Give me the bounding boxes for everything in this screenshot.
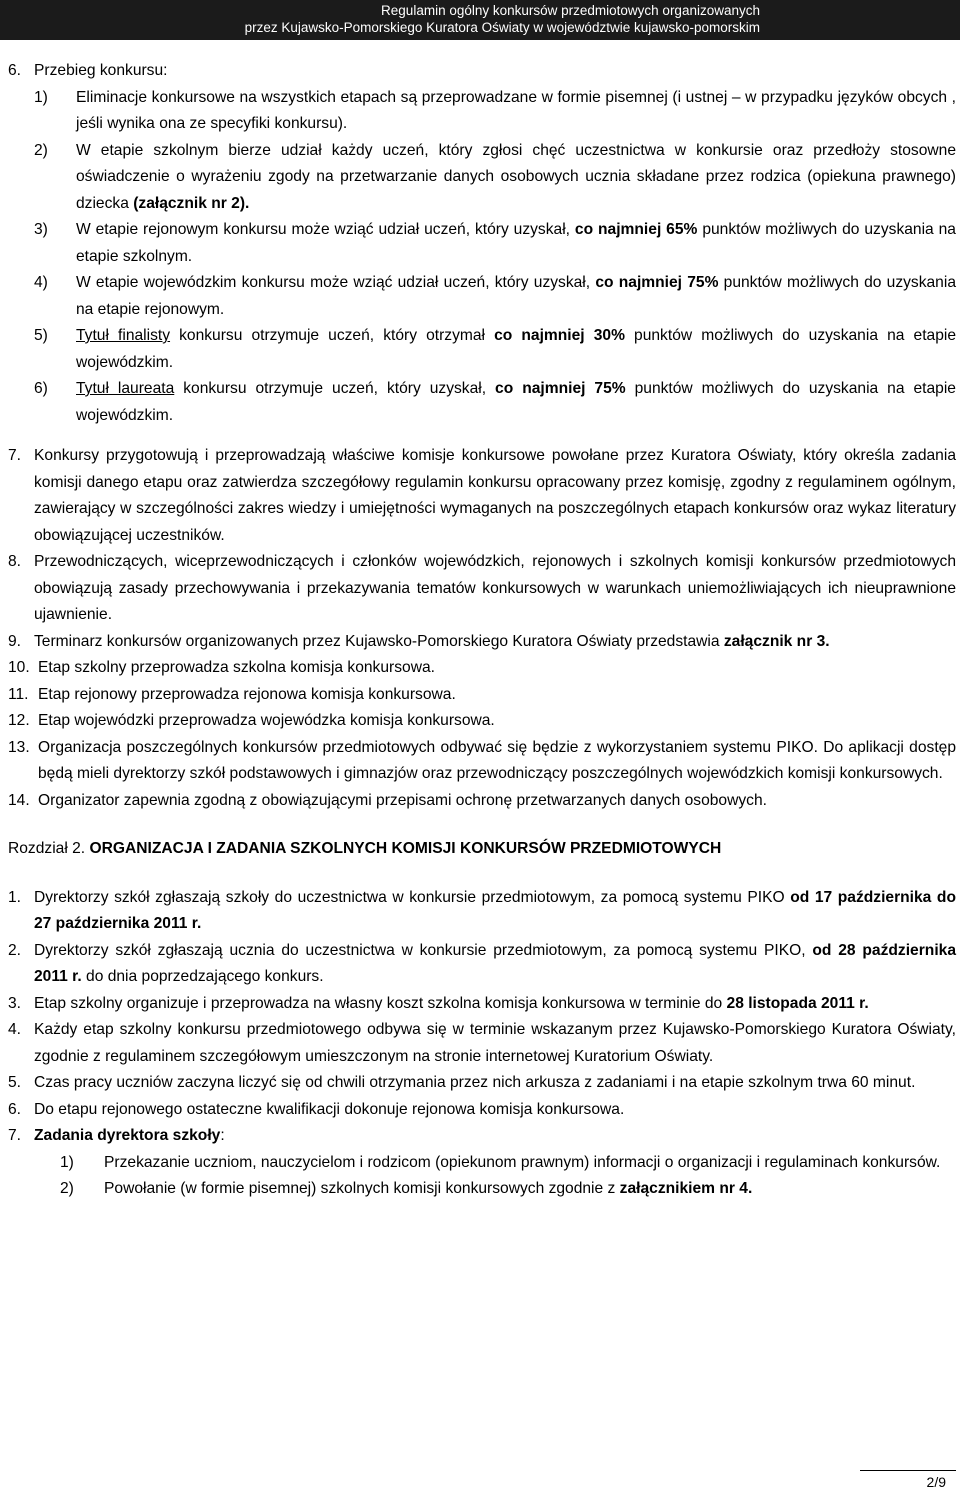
section-heading	[8, 836, 956, 863]
list-text: Eliminacje konkursowe na wszystkich etapach są przeprowadzane w formie pisemnej (i ustnej – w przypadku języków obcych , jeśli wynika ona ze specyfiki konkursu).	[76, 88, 956, 132]
paragraph-text: Dyrektorzy szkół zgłaszają szkoły do uczestnictwa w konkursie przedmiotowym, za pomocą systemu PIKO od 17 października do 27 października 2011 r.	[34, 888, 956, 932]
list-item	[34, 270, 956, 323]
paragraph-text: Organizator zapewnia zgodną z obowiązującymi przepisami ochronę przetwarzanych danych osobowych.	[38, 791, 767, 809]
footer-rule	[860, 1470, 956, 1471]
list-text: Przekazanie uczniom, nauczycielom i rodzicom (opiekunom prawnym) informacji o organizacji i regulaminach konkursów.	[104, 1153, 941, 1171]
paragraph-text: Etap szkolny przeprowadza szkolna komisja konkursowa.	[38, 659, 435, 676]
paragraph-text: Etap wojewódzki przeprowadza wojewódzka komisja konkursowa.	[38, 712, 495, 729]
list-text: W etapie wojewódzkim konkursu może wziąć udział uczeń, który uzyskał, co najmniej 75% punktów możliwych do uzyskania na etapie rejonowym.	[76, 274, 956, 318]
paragraph-number: 13.	[8, 738, 30, 756]
document-body	[8, 58, 956, 1203]
paragraph-number: 1.	[8, 888, 22, 906]
paragraph-number: 10.	[8, 659, 30, 676]
paragraph-title: Przebieg konkursu:	[34, 62, 168, 79]
paragraph-number: 14.	[8, 791, 30, 809]
paragraph-text: Dyrektorzy szkół zgłaszają ucznia do uczestnictwa w konkursie przedmiotowym, za pomocą systemu PIKO, od 28 października 2011 r. do dnia poprzedzającego konkurs.	[34, 941, 956, 985]
paragraph-number: 4.	[8, 1021, 22, 1038]
paragraph-text: Czas pracy uczniów zaczyna liczyć się od chwili otrzymania przez nich arkusza z zadaniami i na etapie szkolnym trwa 60 minut.	[34, 1074, 916, 1091]
paragraph-6	[8, 58, 956, 85]
page-header	[0, 0, 960, 40]
paragraph-text: Etap rejonowy przeprowadza rejonowa komisja konkursowa.	[38, 685, 456, 703]
paragraph-text: Konkursy przygotowują i przeprowadzają właściwe komisje konkursowe powołane przez Kuratora Oświaty, który określa zadania komisji danego etapu oraz zatwierdza szczegółowy regulamin konkursu opracowany przez komisję, zgodny z regulaminem ogólnym, zawierający w szczególności zakres wiedzy i umiejętności wymaganych na poszczególnych etapach konkursów oraz wykaz literatury obowiązującej uczestników.	[34, 447, 956, 544]
paragraph-14	[8, 788, 956, 815]
paragraph-number: 8.	[8, 553, 22, 570]
paragraph-7	[8, 443, 956, 549]
list-number: 3)	[34, 221, 48, 238]
paragraph-text: Do etapu rejonowego ostateczne kwalifikacji dokonuje rejonowa komisja konkursowa.	[34, 1100, 625, 1118]
paragraph-number: 5.	[8, 1074, 22, 1091]
list-item	[34, 85, 956, 138]
list-text: Tytuł finalisty konkursu otrzymuje uczeń, który otrzymał co najmniej 30% punktów możliwych do uzyskania na etapie wojewódzkim.	[76, 327, 957, 371]
list-number: 2)	[34, 141, 48, 159]
list-number: 1)	[34, 88, 48, 106]
paragraph-10	[8, 655, 956, 682]
rule-4	[8, 1017, 956, 1070]
paragraph-text: Zadania dyrektora szkoły:	[34, 1127, 225, 1144]
list-item	[60, 1176, 956, 1203]
paragraph-13	[8, 735, 956, 788]
paragraph-number: 3.	[8, 994, 22, 1012]
rule-5	[8, 1070, 956, 1097]
rule-1	[8, 885, 956, 938]
paragraph-number: 7.	[8, 447, 22, 464]
paragraph-9	[8, 629, 956, 656]
list-text: W etapie rejonowym konkursu może wziąć udział uczeń, który uzyskał, co najmniej 65% punktów możliwych do uzyskania na etapie szkolnym.	[76, 221, 956, 265]
paragraph-text: Etap szkolny organizuje i przeprowadza na własny koszt szkolna komisja konkursowa w terminie do 28 listopada 2011 r.	[34, 994, 869, 1012]
paragraph-number: 7.	[8, 1127, 22, 1144]
paragraph-number: 9.	[8, 632, 22, 650]
paragraph-number: 12.	[8, 712, 30, 729]
paragraph-number: 6.	[8, 1100, 22, 1118]
paragraph-text: Organizacja poszczególnych konkursów przedmiotowych odbywać się będzie z wykorzystaniem systemu PIKO. Do aplikacji dostęp będą mieli dyrektorzy szkół podstawowych i gimnazjów oraz przewodniczący poszczególnych wojewódzkich komisji konkursowych.	[38, 738, 956, 782]
list-item	[34, 376, 956, 429]
list-text: Powołanie (w formie pisemnej) szkolnych komisji konkursowych zgodnie z załącznikiem nr 4.	[104, 1180, 753, 1197]
header-line-2: przez Kujawsko-Pomorskiego Kuratora Oświaty w województwie kujawsko-pomorskim	[244, 20, 760, 35]
list-item	[34, 323, 956, 376]
list-number: 1)	[60, 1153, 74, 1171]
paragraph-number: 2.	[8, 941, 22, 959]
page-number: 2/9	[926, 1474, 946, 1490]
section-label: Rozdział 2.	[8, 840, 86, 857]
paragraph-11	[8, 682, 956, 709]
rule-2	[8, 938, 956, 991]
list-item	[34, 138, 956, 218]
list-number: 4)	[34, 274, 48, 291]
paragraph-text: Przewodniczących, wiceprzewodniczących i członków wojewódzkich, rejonowych i szkolnych komisji konkursów przedmiotowych obowiązują zasady przechowywania i przekazywania tematów konkursowych w warunkach uniemożliwiających ich nieuprawnione ujawnienie.	[34, 553, 956, 623]
list-item	[34, 217, 956, 270]
list-item	[60, 1150, 956, 1177]
paragraph-number: 6.	[8, 62, 22, 79]
rule-7	[8, 1123, 956, 1150]
rule-3	[8, 991, 956, 1018]
paragraph-12	[8, 708, 956, 735]
paragraph-8	[8, 549, 956, 629]
list-number: 6)	[34, 380, 48, 397]
list-number: 5)	[34, 327, 48, 344]
paragraph-text: Terminarz konkursów organizowanych przez Kujawsko-Pomorskiego Kuratora Oświaty przedstawia załącznik nr 3.	[34, 632, 830, 650]
list-number: 2)	[60, 1180, 74, 1197]
paragraph-number: 11.	[8, 685, 29, 703]
header-line-1: Regulamin ogólny konkursów przedmiotowych organizowanych	[381, 3, 760, 18]
paragraph-text: Każdy etap szkolny konkursu przedmiotowego odbywa się w terminie wskazanym przez Kujawsko-Pomorskiego Kuratora Oświaty, zgodnie z regulaminem szczegółowym umieszczonym na stronie internetowej Kuratorium Oświaty.	[34, 1021, 956, 1065]
section-title: ORGANIZACJA I ZADANIA SZKOLNYCH KOMISJI KONKURSÓW PRZEDMIOTOWYCH	[85, 840, 722, 857]
list-text: Tytuł laureata konkursu otrzymuje uczeń, który uzyskał, co najmniej 75% punktów możliwych do uzyskania na etapie wojewódzkim.	[76, 380, 956, 424]
rule-6	[8, 1097, 956, 1124]
list-text: W etapie szkolnym bierze udział każdy uczeń, który zgłosi chęć uczestnictwa w konkursie oraz przedłoży stosowne oświadczenie o wyrażeniu zgody na przetwarzanie danych osobowych ucznia składane przez rodzica (opiekuna prawnego) dziecka (załącznik nr 2).	[76, 141, 956, 212]
